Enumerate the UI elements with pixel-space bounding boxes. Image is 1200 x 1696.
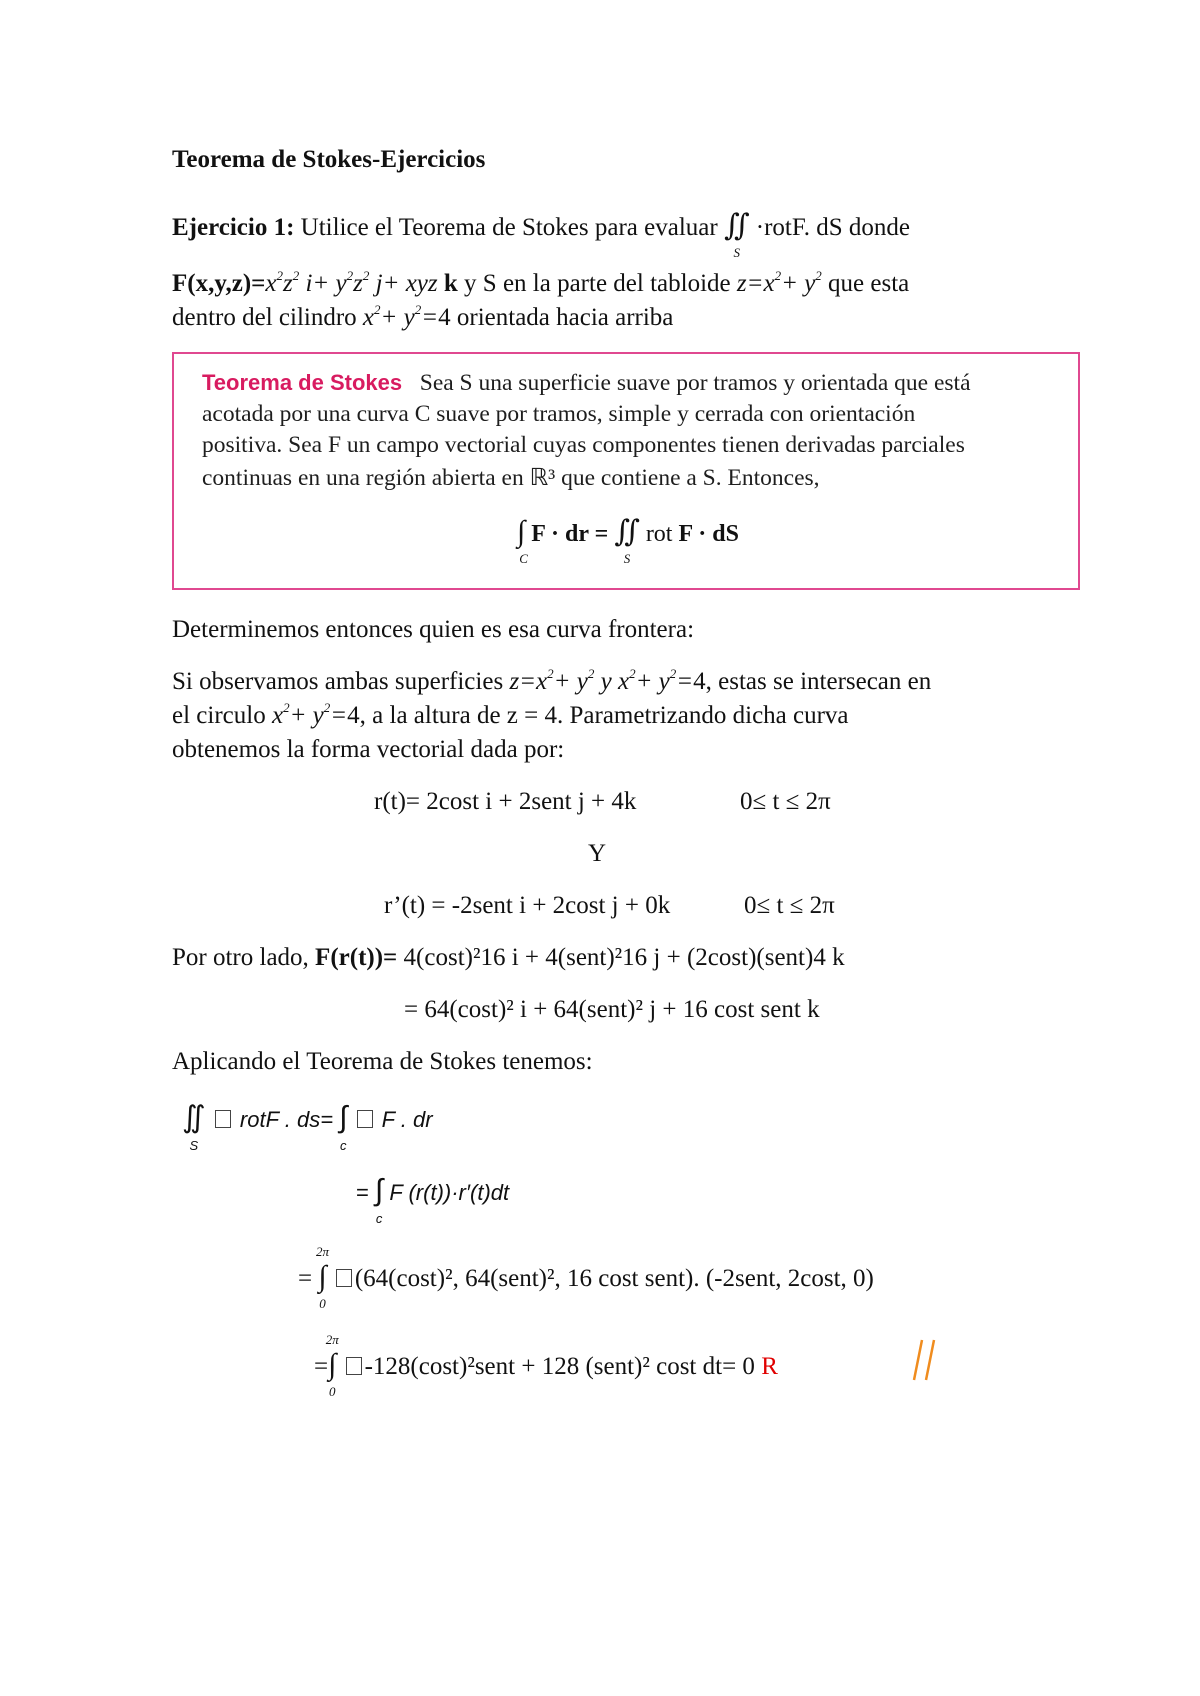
calc-line-integral-2: ∫ c	[374, 1174, 384, 1226]
f-of-r-expression: 4(cost)²16 i + 4(sent)²16 j + (2cost)(sent)4 k	[403, 944, 845, 971]
result-mark: R	[761, 1353, 778, 1380]
theorem-title: Teorema de Stokes	[202, 370, 403, 395]
calc-line-1	[182, 1100, 433, 1153]
exercise-que-esta: que esta	[828, 270, 910, 297]
apply-theorem-text: Aplicando el Teorema de Stokes tenemos:	[172, 1048, 593, 1075]
calc-fdr: F . dr	[381, 1107, 433, 1132]
calc-definite-integral-4: 2π ∫ 0	[325, 1332, 339, 1399]
double-slash-mark-icon	[910, 1336, 940, 1384]
placeholder-box-icon	[346, 1357, 362, 1375]
stokes-formula	[174, 514, 1082, 566]
theorem-text-1: Sea S una superficie suave por tramos y orientada que está	[419, 370, 971, 396]
r-range: 0≤ t ≤ 2π	[740, 788, 831, 815]
placeholder-box-icon	[336, 1269, 352, 1287]
line-integral-symbol: ∫ C	[517, 515, 528, 566]
theorem-line-3: positiva. Sea F un campo vectorial cuyas componentes tienen derivadas parciales	[202, 432, 965, 458]
formula-lhs: F · dr =	[531, 521, 609, 547]
paragraph-vector-form: obtenemos la forma vectorial dada por:	[172, 736, 565, 763]
exercise-statement-2: ·rotF. dS donde	[755, 214, 911, 241]
exercise-line-2: $F(x,y,z)=x^2z^2$ $i+ y^2z^2$ j+ xyz k y S en la parte del tabloide $z=x^2+ y^2$ que esta	[172, 268, 910, 297]
theorem-line-2: acotada por una curva C suave por tramos, simple y cerrada con orientación	[202, 401, 916, 427]
calc-integrand-4: -128(cost)²sent + 128 (sent)² cost dt= 0	[364, 1353, 755, 1380]
cylinder-text: dentro del cilindro	[172, 304, 357, 331]
theorem-line-4: continuas en una región abierta en ℝ³ que contiene a S. Entonces,	[202, 465, 820, 491]
calc-integrand-2: F (r(t))·r′(t)dt	[389, 1180, 510, 1205]
calc-double-integral: ∬ S	[182, 1101, 206, 1153]
paragraph-surfaces: Si observamos ambas superficies $z=x^2+ y^2$ y $x^2+ y^2=4$, estas se intersecan en	[172, 666, 932, 695]
otro-lado-text: Por otro lado,	[172, 944, 309, 971]
theorem-line-1	[202, 370, 971, 397]
paragraph-circle: el circulo $x^2+ y^2=4$, a la altura de z = 4. Parametrizando dicha curva	[172, 700, 849, 729]
f-of-r-line-1	[172, 944, 845, 972]
exercise-surface-text: y S en la parte del tabloide	[464, 270, 731, 297]
exercise-label: Ejercicio 1:	[172, 214, 295, 241]
height-text: a la altura de z = 4. Parametrizando dicha curva	[372, 702, 849, 729]
calc-line-2: = ∫ c F (r(t))·r′(t)dt	[356, 1174, 510, 1226]
theorem-box	[172, 352, 1080, 590]
k-vector: k	[443, 270, 458, 297]
formula-rhs: F · dS	[678, 521, 739, 547]
page-title: Teorema de Stokes-Ejercicios	[172, 146, 486, 173]
r-equation: r(t)= 2cost i + 2sent j + 4k	[374, 788, 637, 815]
surfaces-text: Si observamos ambas superficies	[172, 668, 504, 695]
intersect-text: estas se intersecan en	[718, 668, 932, 695]
placeholder-box-icon	[215, 1110, 231, 1128]
placeholder-box-icon	[357, 1110, 373, 1128]
exercise-statement-1: Utilice el Teorema de Stokes para evaluar	[300, 214, 718, 241]
formula-rot: rot	[645, 521, 673, 547]
r-prime-range: 0≤ t ≤ 2π	[744, 892, 835, 919]
f-of-r-label: F(r(t))=	[315, 944, 398, 971]
surface-integral-symbol: ∬ S	[614, 515, 640, 566]
calc-definite-integral-3: 2π ∫ 0	[315, 1244, 329, 1311]
f-of-r-line-2: = 64(cost)² i + 64(sent)² j + 16 cost sent k	[404, 996, 820, 1023]
r-prime-definition: r’(t) = -2sent i + 2cost j + 0k	[384, 892, 671, 919]
calc-integrand-3: (64(cost)², 64(sent)², 16 cost sent). (-2sent, 2cost, 0)	[354, 1265, 874, 1292]
conjunction-y: Y	[588, 840, 607, 867]
calc-line-4: = 2π ∫ 0 -128(cost)²sent + 128 (sent)² cost dt= 0 R	[314, 1332, 778, 1399]
double-integral-symbol: ∬ S	[723, 209, 750, 260]
r-definition	[374, 788, 636, 816]
paragraph-curve: Determinemos entonces quien es esa curva frontera:	[172, 616, 695, 643]
calc-line-integral: ∫ c	[339, 1101, 348, 1153]
calc-line-3: = 2π ∫ 0 (64(cost)², 64(sent)², 16 cost sent). (-2sent, 2cost, 0)	[298, 1244, 874, 1311]
field-label: F(x,y,z)=	[172, 270, 266, 297]
circle-text: el circulo	[172, 702, 266, 729]
calc-rotf: rotF . ds=	[239, 1107, 334, 1132]
exercise-line-1	[172, 208, 911, 260]
exercise-line-3: dentro del cilindro $x^2+ y^2=4$ orientada hacia arriba	[172, 302, 674, 331]
orientation-text: orientada hacia arriba	[456, 304, 674, 331]
